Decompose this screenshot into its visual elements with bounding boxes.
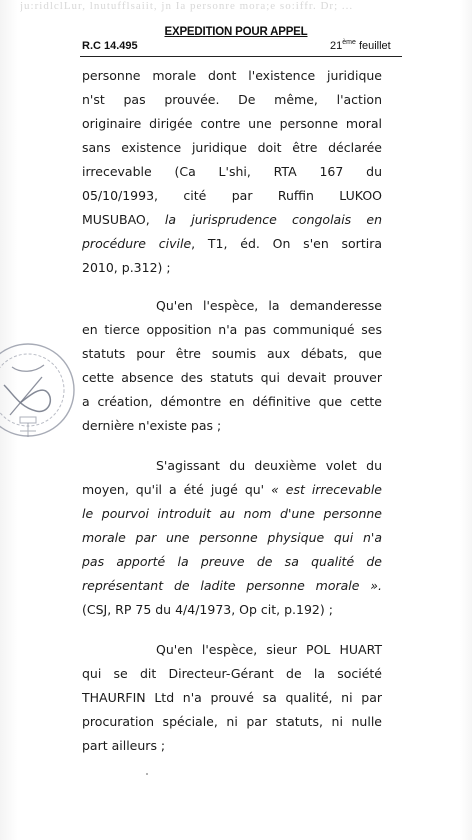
paragraph-3-line-2-b: « est irrecevable — [271, 482, 382, 497]
sheet-suffix: ème — [342, 39, 356, 46]
document-title-text: EXPEDITION POUR APPEL — [164, 26, 308, 38]
paragraph-1-line-3: originaire dirigée contre une personne moral — [82, 116, 382, 131]
paragraph-3-line-2-a: moyen, qu'il a été jugé qu' — [82, 482, 272, 497]
paragraph-2-line-5: a création, démontre en définitive que cette — [82, 394, 382, 409]
paragraph-3-line-6: représentant de ladite personne morale ». — [82, 578, 382, 593]
paragraph-3-line-4: morale par une personne physique qui n'a — [82, 530, 382, 545]
paragraph-4-line-3: THAURFIN Ltd n'a prouvé sa qualité, ni par — [82, 690, 382, 705]
seal-stamp-icon — [0, 315, 90, 465]
paragraph-2-line-3: statuts pour être soumis aux débats, que — [82, 346, 382, 361]
sheet-number: 21 — [330, 40, 343, 52]
bleed-through-text: ju:ridlclLur, lnutufflsaiit, jn Ia personre mora;e so:iffr. Dr; ... — [20, 0, 354, 12]
paragraph-1-line-7-a: MUSUBAO, — [82, 212, 165, 227]
case-number: R.C 14.495 — [82, 40, 138, 52]
document-title — [0, 26, 472, 38]
paragraph-1-line-8-a: procédure civile — [82, 236, 192, 251]
paragraph-3-line-7: (CSJ, RP 75 du 4/4/1973, Op cit, p.192) ; — [82, 602, 333, 617]
page-speck — [146, 773, 148, 775]
paragraph-4-line-5: part ailleurs ; — [82, 738, 166, 753]
paragraph-3-line-2 — [82, 480, 382, 500]
paragraph-1-line-4: sans existence juridique doit être déclarée — [82, 140, 382, 155]
paragraph-2-line-6: dernière n'existe pas ; — [82, 418, 222, 433]
paragraph-3-line-1: S'agissant du deuxième volet du — [156, 458, 382, 473]
header-rule — [80, 56, 402, 57]
paragraph-1-line-5: irrecevable (Ca L'shi, RTA 167 du — [82, 164, 382, 179]
paragraph-3-line-5: pas apporté la preuve de sa qualité de — [82, 554, 382, 569]
paragraph-1-line-8 — [82, 234, 382, 254]
paragraph-4-line-2: qui se dit Directeur-Gérant de la société — [82, 666, 382, 681]
bleed-through-strip — [20, 0, 460, 20]
paragraph-2-line-1: Qu'en l'espèce, la demanderesse — [156, 298, 382, 313]
paragraph-1-line-6: 05/10/1993, cité par Ruffin LUKOO — [82, 188, 382, 203]
paragraph-1-line-9: 2010, p.312) ; — [82, 260, 171, 275]
paragraph-1-line-2: n'st pas prouvée. De même, l'action — [82, 92, 382, 107]
paragraph-4-line-4: procuration spéciale, ni par statuts, ni nulle — [82, 714, 382, 729]
paragraph-1-line-7 — [82, 210, 382, 230]
paragraph-1-line-8-b: , T1, éd. On s'en sortira — [191, 236, 382, 251]
paragraph-1-line-1: personne morale dont l'existence juridique — [82, 68, 382, 83]
paragraph-4-line-1: Qu'en l'espèce, sieur POL HUART — [156, 642, 382, 657]
sheet-label: feuillet — [358, 40, 391, 52]
paragraph-1-line-7-b: la jurisprudence congolais en — [164, 212, 382, 227]
sheet-indicator — [330, 39, 391, 52]
paragraph-3-line-3: le pourvoi introduit au nom d'une personne — [82, 506, 382, 521]
paragraph-2-line-2: en tierce opposition n'a pas communiqué ses — [82, 322, 382, 337]
paragraph-2-line-4: cette absence des statuts qui devait prouver — [82, 370, 382, 385]
